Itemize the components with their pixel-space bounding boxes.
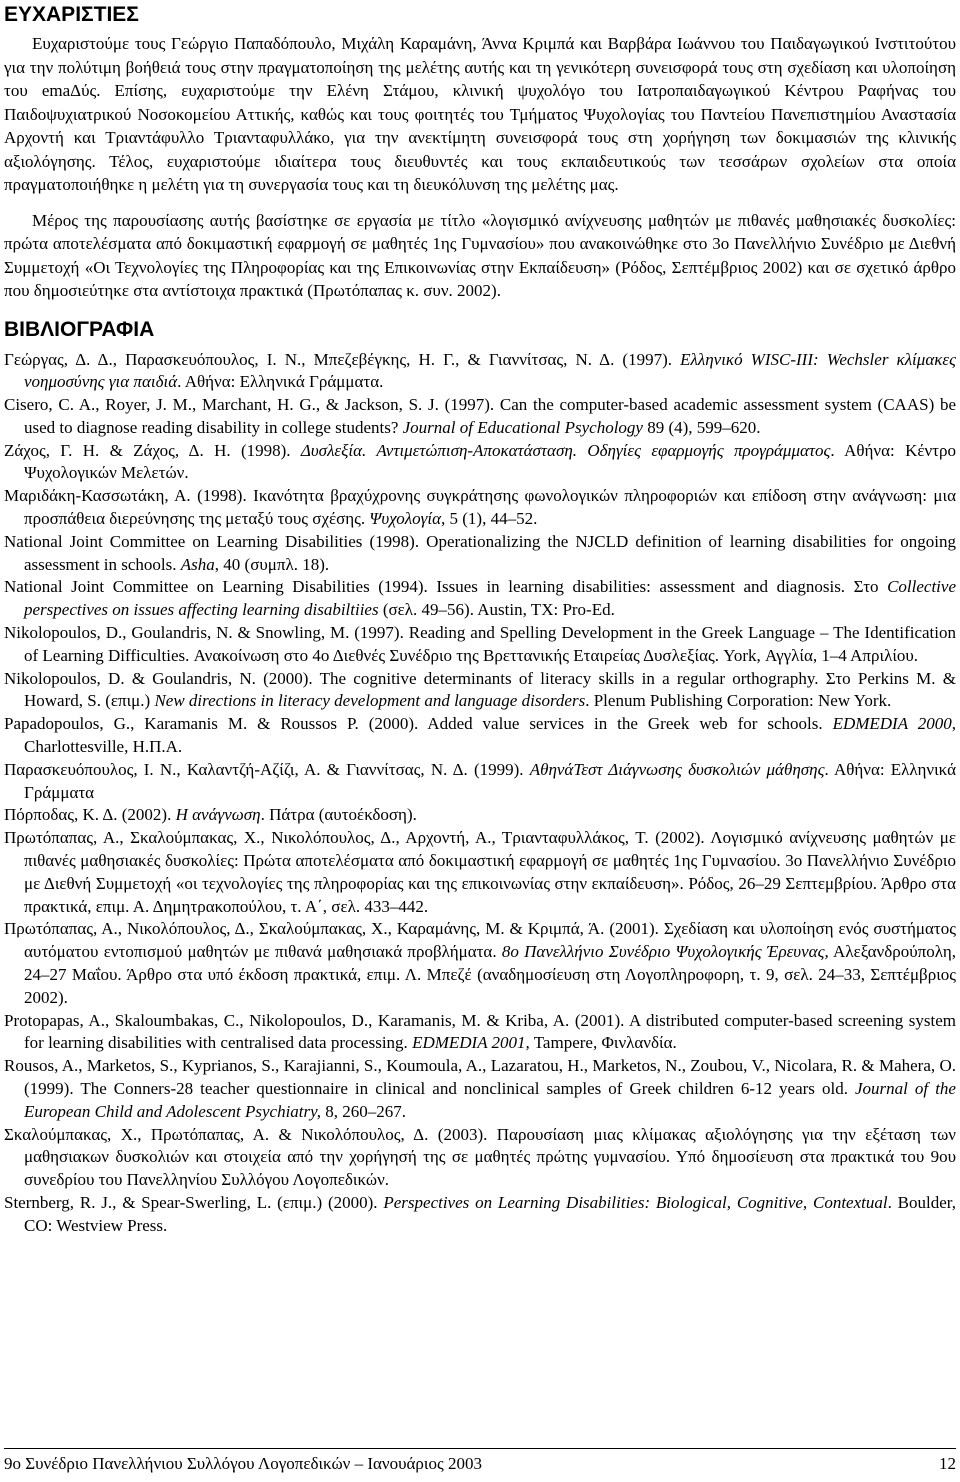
reference-text: Sternberg, R. J., & Spear-Swerling, L. (επιμ.) (2000). [4, 1192, 384, 1212]
reference-title-italic: Δυσλεξία. Αντιμετώπιση-Αποκατάσταση. Οδηγίες εφαρμογής προγράμματος [300, 440, 831, 460]
reference-item [4, 531, 956, 577]
reference-text: Rousos, A., Marketos, S., Kyprianos, S., Karajianni, S., Koumoula, A., Lazaratou, H., Marketos, N., Zoubou, V., Nicolara, R. & Mahera, O. (1999). The Conners-28 teacher questionnaire in clinical and nonclinical samples of Greek children 6-12 years old. [4, 1056, 956, 1098]
reference-text: Cisero, C. A., Royer, J. M., Marchant, H. G., & Jackson, S. J. (1997). Can the computer-based academic assessment system (CAAS) be used to diagnose reading disability in college students? [4, 395, 956, 437]
acknowledgements-paragraph-2: Μέρος της παρουσίασης αυτής βασίστηκε σε εργασία με τίτλο «λογισμικό ανίχνευσης μαθητών με πιθανές μαθησιακές δυσκολίες: πρώτα αποτελέσματα από δοκιμαστική εφαρμογή σε μαθητές 1ης Γυμνασίου» που ανακοινώθηκε στο 3ο Πανελλήνιο Συνέδριο με Διεθνή Συμμετοχή «Οι Τεχνολογίες της Πληροφορίας και της Επικοινωνίας στην Εκπαίδευση» (Ρόδος, Σεπτέμβριος 2002) και σε σχετικό άρθρο που δημοσιεύτηκε στα αντίστοιχα πρακτικά (Πρωτόπαπας κ. συν. 2002). [4, 210, 956, 300]
reference-text: . Αθήνα: Ελληνικά Γράμματα [24, 759, 956, 802]
reference-text: Μαριδάκη-Κασσωτάκη, Α. (1998). Ικανότητα βραχύχρονης συγκράτησης φωνολογικών πληροφοριών και επίδοση στην ανάγνωση: μια προσπάθεια διερεύνησης της μεταξύ τους σχέσης. [4, 486, 956, 529]
reference-text: Πόρποδας, Κ. Δ. (2002). [4, 805, 176, 825]
reference-title-italic: ΑθηνάΤεστ Διάγνωσης δυσκολιών μάθησης [529, 759, 825, 779]
reference-item [4, 1055, 956, 1123]
acknowledgements-heading: ΕΥΧΑΡΙΣΤΙΕΣ [4, 3, 139, 26]
reference-title-italic: Journal of the European Child and Adolescent Psychiatry, [24, 1079, 956, 1121]
page-footer [4, 1448, 956, 1475]
reference-text: Papadopoulos, G., Karamanis M. & Roussos P. (2000). Added value services in the Greek web for schools. [4, 714, 833, 734]
reference-title-italic: New directions in literacy development and language disorders [154, 691, 586, 711]
reference-title-italic: Asha [180, 554, 215, 574]
reference-item [4, 1010, 956, 1056]
reference-text: National Joint Committee on Learning Disabilities (1998). Operationalizing the NJCLD definition of learning disabilities for ongoing assessment in schools. [4, 531, 956, 574]
reference-text: Γεώργας, Δ. Δ., Παρασκευόπουλος, Ι. Ν., Μπεζεβέγκης, Η. Γ., & Γιαννίτσας, Ν. Δ. (1997). [4, 349, 681, 369]
reference-text: Παρασκευόπουλος, Ι. Ν., Καλαντζή-Αζίζι, Α. & Γιαννίτσας, Ν. Δ. (1999). [4, 759, 530, 779]
reference-item [4, 440, 956, 486]
reference-item [4, 668, 956, 714]
reference-text: , 40 (συμπλ. 18). [214, 554, 330, 574]
reference-text: 5 (1), 44–52. [445, 509, 538, 529]
reference-title-italic: Perspectives on Learning Disabilities: Biological, Cognitive, Contextual [383, 1192, 888, 1212]
reference-text: Ζάχος, Γ. Η. & Ζάχος, Δ. Η. (1998). [4, 440, 301, 460]
bibliography-heading: ΒΙΒΛΙΟΓΡΑΦΙΑ [4, 317, 155, 341]
reference-title-italic: EDMEDIA 2000 [832, 714, 952, 734]
reference-text: 8, 260–267. [321, 1101, 406, 1121]
reference-text: . Plenum Publishing Corporation: New York. [585, 691, 892, 711]
reference-text: National Joint Committee on Learning Disabilities (1994). Issues in learning disabilities: assessment and diagnosis. Στο [4, 577, 888, 597]
reference-title-italic: 8ο Πανελλήνιο Συνέδριο Ψυχολογικής Έρευνας, [501, 942, 829, 962]
reference-item [4, 1192, 956, 1238]
reference-list [4, 349, 956, 1238]
reference-text: Tampere, Φινλανδία. [529, 1033, 677, 1053]
reference-title-italic: Collective perspectives on issues affecting learning disabiltiies [24, 577, 956, 620]
reference-text: (σελ. 49–56). Austin, TX: Pro-Ed. [378, 600, 615, 620]
reference-text: . Πάτρα (αυτοέκδοση). [260, 805, 417, 825]
reference-text: Protopapas, A., Skaloumbakas, C., Nikolopoulos, D., Karamanis, M. & Kriba, A. (2001). A distributed computer-based screening system for learning disabilities with centralised data processing. [4, 1010, 956, 1053]
reference-text: 89 (4), 599–620. [642, 417, 761, 437]
reference-item [4, 827, 956, 918]
document-page [4, 0, 956, 1238]
reference-item [4, 394, 956, 440]
reference-item [4, 804, 956, 827]
reference-title-italic: EDMEDIA 2001, [412, 1033, 530, 1053]
reference-text: Πρωτόπαπας, Α., Νικολόπουλος, Δ., Σκαλούμπακας, Χ., Καραμάνης, Μ. & Κριμπά, Ά. (2001). Σχεδίαση και υλοποίηση ενός συστήματος αυτόματου εντοπισμού μαθητών με πιθανά μαθησιακά προβλήματα. [4, 919, 956, 962]
reference-text: Πρωτόπαπας, Α., Σκαλούμπακας, Χ., Νικολόπουλος, Δ., Αρχοντή, Α., Τριανταφυλλάκος, Τ. (2002). Λογισμικό ανίχνευσης μαθητών με πιθανές μαθησιακές δυσκολίες: Πρώτα αποτελέσματα από δοκιμαστική εφαρμογή σε μαθητές 1ης Γυμνασίου. 3ο Πανελλήνιο Συνέδριο με Διεθνή Συμμετοχή «οι τεχνολογίες της πληροφορίας και της επικοινωνίας στην εκπαίδευση». Ρόδος, 26–29 Σεπτεμβρίου. Άρθρο στα πρακτικά, επιμ. Α. Δημητρακοπούλου, τ. Α΄, σελ. 433–442. [4, 828, 956, 916]
reference-item [4, 485, 956, 531]
reference-item [4, 576, 956, 622]
reference-item [4, 918, 956, 1009]
reference-text: . Αθήνα: Κέντρο Ψυχολογικών Μελετών. [24, 440, 956, 483]
reference-title-italic: Η ανάγνωση [175, 805, 261, 825]
reference-text: . Αθήνα: Ελληνικά Γράμματα. [177, 372, 384, 392]
reference-item [4, 759, 956, 805]
reference-title-italic: Ελληνικό WISC-III: Wechsler κλίμακες νοημοσύνης για παιδιά [24, 349, 956, 392]
page-number: 12 [939, 1454, 956, 1473]
reference-item [4, 1124, 956, 1192]
reference-text: . Boulder, CO: Westview Press. [24, 1192, 956, 1235]
acknowledgements-paragraph-1: Ευχαριστούμε τους Γεώργιο Παπαδόπουλο, Μιχάλη Καραμάνη, Άννα Κριμπά και Βαρβάρα Ιωάννου του Παιδαγωγικού Ινστιτούτου για την πολύτιμη βοήθειά τους στην πραγματοποίηση της μελέτης αυτής και τη γενικότερη συνεισφορά τους στη σχεδίαση και υλοποίηση του emaΔύς. Επίσης, ευχαριστούμε την Ελένη Στάμου, κλινική ψυχολόγο του Ιατροπαιδαγωγικού Κέντρου Ραφήνας του Παιδοψυχιατρικού Νοσοκομείου Αττικής, καθώς και τους φοιτητές του Τμήματος Ψυχολογίας του Παντείου Πανεπιστημίου Αναστασία Αρχοντή και Τριαντάφυλλο Τριανταφυλλάκο, για την ανεκτίμητη συνεισφορά τους στη χορήγηση των δοκιμασιών της κλινικής αξιολόγησης. Τέλος, ευχαριστούμε ιδιαίτερα τους διευθυντές και τους εκπαιδευτικούς των τεσσάρων σχολείων στα οποία πραγματοποιήθηκε η μελέτη για τη συνεργασία τους και τη διευκόλυνση της μελέτης μας. [4, 34, 956, 194]
footer-text: 9ο Συνέδριο Πανελλήνιου Συλλόγου Λογοπεδικών – Ιανουάριος 2003 [4, 1454, 482, 1473]
reference-title-italic: Ψυχολογία, [369, 509, 446, 529]
reference-item [4, 349, 956, 395]
reference-item [4, 622, 956, 668]
reference-text: Αλεξανδρούπολη, 24–27 Μαΐου. Άρθρο στα υπό έκδοση πρακτικά, επιμ. Λ. Μπεζέ (αναδημοσίευση στη Λογοπληροφορη, τ. 9, σελ. 24–33, Σεπτέμβριος 2002). [24, 942, 956, 1007]
reference-text: Σκαλούμπακας, Χ., Πρωτόπαπας, Α. & Νικολόπουλος, Δ. (2003). Παρουσίαση μιας κλίμακας αξιολόγησης για την εξέταση των μαθησιακων δυσκολιών και στοιχεία από την χορήγησή της σε μαθητές πρώτης γυμνασίου. Υπό δημοσίευση στα πρακτικά του 9ου συνεδρίου του Πανελληνίου Συλλόγου Λογοπεδικών. [4, 1124, 956, 1190]
reference-title-italic: Journal of Educational Psychology [402, 417, 643, 437]
reference-item [4, 713, 956, 759]
reference-text: , Charlottesville, Η.Π.Α. [24, 714, 956, 757]
reference-text: Nikolopoulos, D., Goulandris, N. & Snowling, M. (1997). Reading and Spelling Development in the Greek Language – The Identification of Learning Difficulties. Ανακοίνωση στο 4ο Διεθνές Συνέδριο της Βρεττανικής Εταιρείας Δυσλεξίας. York, Αγγλία, 1–4 Απριλίου. [4, 623, 956, 665]
reference-text: Nikolopoulos, D. & Goulandris, N. (2000). The cognitive determinants of literacy skills in a regular orthography. Στο Perkins M. & Howard, S. (επιμ.) [4, 668, 956, 711]
